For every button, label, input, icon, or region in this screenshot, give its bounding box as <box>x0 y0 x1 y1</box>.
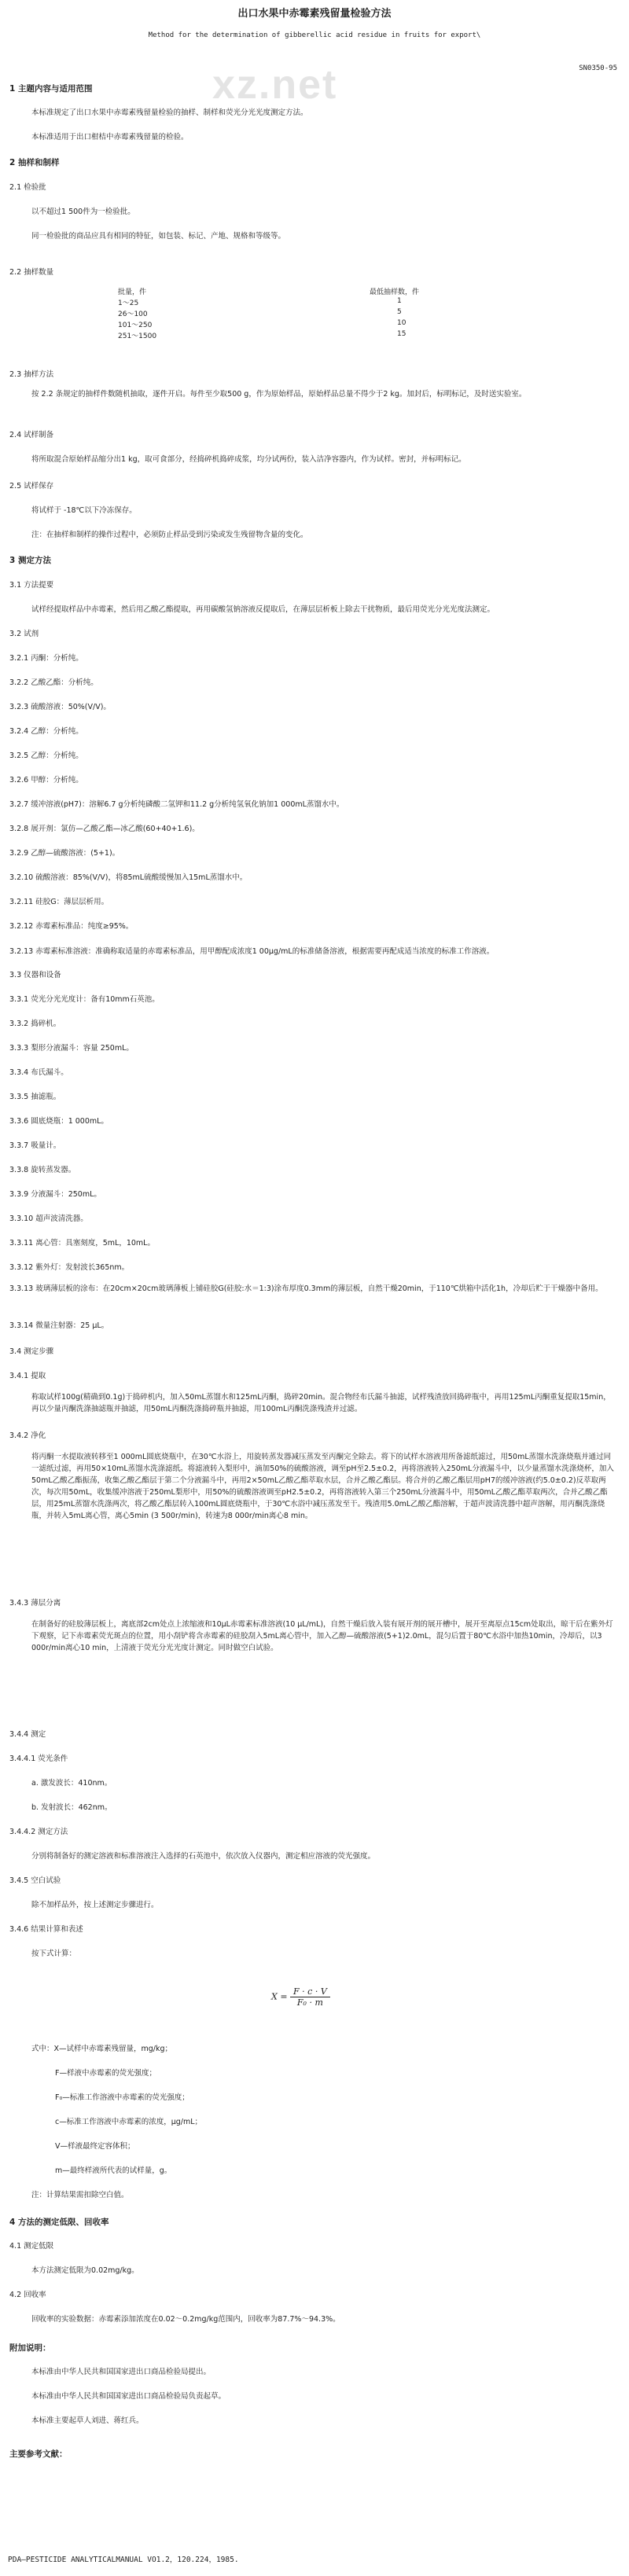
text-line: 3.2.8 展开剂：氯仿—乙酸乙酯—冰乙酸(60+40+1.6)。 <box>9 825 200 833</box>
text-line: 2.2 抽样数量 <box>9 268 54 277</box>
text-line: 本方法测定低限为0.02mg/kg。 <box>31 2266 139 2275</box>
text-line: 3.3.1 荧光分光光度计：备有10mm石英池。 <box>9 995 160 1004</box>
watermark: xz.net <box>212 62 338 108</box>
text-line: V—样液最终定容体积； <box>55 2142 135 2151</box>
text-line: 本标准适用于出口柑桔中赤霉素残留量的检验。 <box>31 133 189 141</box>
table-row <box>118 330 495 341</box>
table-row <box>118 297 495 308</box>
text-line: 3.4.4.2 测定方法 <box>9 1828 68 1836</box>
section-heading: 1 主题内容与适用范围 <box>9 84 93 94</box>
text-line: 2.1 检验批 <box>9 183 46 192</box>
text-line: 注：在抽样和制样的操作过程中，必须防止样品受到污染或发生残留物含量的变化。 <box>31 531 308 539</box>
text-line: 3.2.2 乙酸乙酯：分析纯。 <box>9 678 98 687</box>
table-cell: 10 <box>397 319 406 327</box>
text-line: 在制备好的硅胶薄层板上，离底部2cm处点上浓缩液和10μL赤霉素标准溶液(10 μL/mL)，自然干燥后放入装有展开剂的展开槽中，展开至离原点15cm处取出，晾干后在紫外灯下观察，记下赤霉素荧光斑点的位置，用小刮铲将含赤霉素的硅胶刮入5mL离心管中，加入乙醇—硫酸溶液(5+1)2.0mL，混匀后置于80℃水浴中加热10min，冷却后，以3 000r/min离心10 min，上清液于荧光分光光度计测定。同时做空白试验。 <box>31 1620 613 1652</box>
document-subtitle: Method for the determination of gibberellic acid residue in fruits for export\ <box>148 31 481 39</box>
text-line: 3.2.7 缓冲溶液(pH7)：溶解6.7 g分析纯磷酸二氢钾和11.2 g分析纯氢氧化钠加1 000mL蒸馏水中。 <box>9 800 344 809</box>
text-line: 2.4 试样制备 <box>9 431 54 439</box>
section-heading: 2 抽样和制样 <box>9 158 60 167</box>
table-cell: 5 <box>397 308 402 316</box>
text-line: F—样液中赤霉素的荧光强度； <box>55 2069 156 2078</box>
text-line: 按 2.2 条规定的抽样件数随机抽取，逐件开启。每件至少取500 g，作为原始样品，原始样品总量不得少于2 kg。加封后，标明标记，及时送实验室。 <box>31 390 527 399</box>
text-line: 3.3.12 紫外灯：发射波长365nm。 <box>9 1263 130 1272</box>
text-line: c—标准工作溶液中赤霉素的浓度，μg/mL； <box>55 2118 203 2126</box>
text-line: m—最终样液所代表的试样量，g。 <box>55 2166 172 2175</box>
table-cell: 101～250 <box>118 322 153 329</box>
formula-numerator: F · c · V <box>290 1986 330 1997</box>
text-line: 3.4.5 空白试验 <box>9 1876 61 1885</box>
text-line: 3.2.10 硫酸溶液：85%(V/V)，将85mL硫酸缓慢加入15mL蒸馏水中。 <box>9 873 248 882</box>
text-line: 同一检验批的商品应具有相同的特征，如包装、标记、产地、规格和等级等。 <box>31 232 286 241</box>
table-cell: 1～25 <box>118 299 139 307</box>
text-line: 3.4.6 结果计算和表述 <box>9 1925 83 1934</box>
text-line: 3.2.9 乙醇—硫酸溶液：(5+1)。 <box>9 849 120 858</box>
table-header-row <box>118 286 495 297</box>
text-line: 3.4.3 薄层分离 <box>9 1599 61 1608</box>
text-line: 3.2.4 乙醇：分析纯。 <box>9 727 83 736</box>
text-line: 3.3.6 圆底烧瓶：1 000mL。 <box>9 1117 109 1126</box>
table-cell: 1 <box>397 297 402 305</box>
section-heading: 附加说明： <box>9 2343 51 2353</box>
text-line: 4.2 回收率 <box>9 2291 46 2299</box>
text-line: 分别将制备好的测定溶液和标准溶液注入选择的石英池中，依次放入仪器内，测定相应溶液的荧光强度。 <box>31 1852 376 1861</box>
text-line: PDA—PESTICIDE ANALYTICALMANUAL VO1.2，120.224，1985. <box>8 2556 239 2564</box>
text-line: 式中：X—试样中赤霉素残留量，mg/kg； <box>31 2045 173 2053</box>
text-line: 按下式计算： <box>31 1949 77 1958</box>
text-line: 试样经提取样品中赤霉素，然后用乙酸乙酯提取，再用碳酸氢钠溶液反提取后，在薄层层析板上除去干扰物质，最后用荧光分光光度法测定。 <box>31 605 495 614</box>
table-cell: 26～100 <box>118 311 148 318</box>
table-cell: 15 <box>397 330 406 338</box>
text-line: 将试样于 -18℃以下冷冻保存。 <box>31 506 137 515</box>
section-heading: 4 方法的测定低限、回收率 <box>9 2218 109 2227</box>
section-heading: 3 测定方法 <box>9 556 51 565</box>
text-line: 将丙酮一水提取液转移至1 000mL圆底烧瓶中，在30℃水浴上，用旋转蒸发器减压蒸发至丙酮完全除去。将下的试样水溶液用所备滤纸滤过，用50mL蒸馏水洗涤烧瓶并通过同一滤纸过滤，再用50×10mL蒸馏水洗涤滤纸。将滤液转入梨形中，滴加50%的硫酸溶液，调至pH至2.5±0.2，再将溶液转入250mL分液漏斗中，以少量蒸馏水洗涤烧杯，加入50mL乙酸乙酯振荡，收集乙酸乙酯层于第二个分液漏斗中，再用2×50mL乙酸乙酯萃取水层，合并乙酸乙酯层。将合并的乙酸乙酯层用pH7的缓冲溶液(约5.0±0.2)反萃取两次，每次用50mL，收集缓冲溶液于250mL梨形中，用50%的硫酸溶液调至pH2.5±0.2，再将溶液转入第三个250mL分液漏斗中，用50mL乙酸乙酯萃取两次，合并乙酸乙酯层，用25mL蒸馏水洗涤两次，将乙酸乙酯层转入100mL圆底烧瓶中，于30℃水浴中减压蒸发至干。残渣用5.0mL乙酸乙酯溶解，于超声波清洗器中超声溶解，用丙酮洗涤烧瓶，并转入5mL离心管，离心5min (3 500r/min)，转速为8 000r/min离心8 min。 <box>31 1453 614 1520</box>
text-line: 3.1 方法提要 <box>9 581 54 590</box>
text-line: 3.4 测定步骤 <box>9 1347 54 1356</box>
text-line: 除不加样品外，按上述测定步骤进行。 <box>31 1901 159 1909</box>
text-line: 3.4.4 测定 <box>9 1730 46 1739</box>
text-line: 3.3.13 玻璃薄层板的涂布：在20cm×20cm玻璃薄板上铺硅胶G(硅胶:水＝1:3)涂布厚度0.3mm的薄层板，自然干燥20min，于110℃烘箱中活化1h，冷却后贮于干燥器中备用。 <box>9 1284 603 1293</box>
text-line: 注：计算结果需扣除空白值。 <box>31 2191 129 2199</box>
text-line: 3.2.1 丙酮：分析纯。 <box>9 654 83 663</box>
text-line: 本标准主要起草人刘进、蒋红兵。 <box>31 2416 144 2425</box>
text-line: 3.4.4.1 荧光条件 <box>9 1755 68 1763</box>
text-line: 2.5 试样保存 <box>9 482 54 491</box>
text-line: 3.2.12 赤霉素标准品：纯度≥95%。 <box>9 922 134 931</box>
text-line: 以不超过1 500件为一检验批。 <box>31 208 135 216</box>
formula-denominator: F₀ · m <box>296 1997 323 2008</box>
text-line: 3.2.5 乙醇：分析纯。 <box>9 751 83 760</box>
text-line: 3.2.13 赤霉素标准溶液：准确称取适量的赤霉素标准品，用甲醇配成浓度1 00μg/mL的标准储备溶液，根据需要再配成适当浓度的标准工作溶液。 <box>9 947 495 956</box>
text-line: 3.3 仪器和设备 <box>9 971 61 979</box>
text-line: 2.3 抽样方法 <box>9 370 54 379</box>
table-row <box>118 319 495 330</box>
text-line: b. 发射波长：462nm。 <box>31 1803 112 1812</box>
text-line: 本标准由中华人民共和国国家进出口商品检验局提出。 <box>31 2368 212 2376</box>
document-title: 出口水果中赤霉素残留量检验方法 <box>237 8 392 20</box>
text-line: 本标准由中华人民共和国国家进出口商品检验局负责起草。 <box>31 2392 226 2401</box>
text-line: 3.4.1 提取 <box>9 1372 46 1380</box>
formula-fraction <box>290 1986 330 2008</box>
text-line: F₀—标准工作溶液中赤霉素的荧光强度； <box>55 2093 189 2102</box>
text-line: 本标准规定了出口水果中赤霉素残留量检验的抽样、制样和荧光分光光度测定方法。 <box>31 108 308 117</box>
section-heading: 主要参考文献： <box>9 2449 68 2459</box>
text-line: 3.2.6 甲醇：分析纯。 <box>9 776 83 785</box>
text-line: 3.3.7 吸量计。 <box>9 1141 61 1150</box>
text-line: a. 激发波长：410nm。 <box>31 1779 112 1788</box>
text-line: 3.3.14 微量注射器：25 μL。 <box>9 1321 109 1330</box>
formula-lhs: X = <box>271 1991 288 2002</box>
text-line: 3.2.11 硅胶G：薄层层析用。 <box>9 898 109 906</box>
sampling-table <box>118 286 495 341</box>
text-line: 3.3.3 梨形分液漏斗：容量 250mL。 <box>9 1044 134 1053</box>
text-line: 3.3.5 抽滤瓶。 <box>9 1093 61 1101</box>
text-line: 3.2 试剂 <box>9 630 39 638</box>
text-line: 3.4.2 净化 <box>9 1431 46 1440</box>
text-line: 回收率的实验数据：赤霉素添加浓度在0.02～0.2mg/kg范围内，回收率为87.7%～94.3%。 <box>31 2315 340 2324</box>
table-header-cell: 批量，件 <box>118 288 147 296</box>
table-row <box>118 308 495 319</box>
text-line: 3.3.4 布氏漏斗。 <box>9 1068 68 1077</box>
text-line: 3.3.2 捣碎机。 <box>9 1020 61 1028</box>
text-line: 3.3.10 超声波清洗器。 <box>9 1215 88 1223</box>
table-cell: 251～1500 <box>118 333 157 340</box>
text-line: 3.3.9 分液漏斗：250mL。 <box>9 1190 101 1199</box>
calculation-formula <box>271 1986 330 2008</box>
text-line: 称取试样100g(精确到0.1g)于捣碎机内，加入50mL蒸馏水和125mL丙酮，捣碎20min。混合物经布氏漏斗抽滤，试样残渣放回捣碎瓶中，再用125mL丙酮重复提取15min，再以少量丙酮洗涤抽滤瓶并抽滤，用50mL丙酮洗涤捣碎瓶并抽滤，用100mL丙酮洗涤残渣并过滤。 <box>31 1393 611 1413</box>
standard-code: SN0350-95 <box>579 64 617 72</box>
text-line: 3.3.8 旋转蒸发器。 <box>9 1166 76 1174</box>
text-line: 3.3.11 离心管：具塞刻度，5mL，10mL。 <box>9 1239 155 1248</box>
text-line: 4.1 测定低限 <box>9 2242 54 2251</box>
text-line: 3.2.3 硫酸溶液：50%(V/V)。 <box>9 703 111 711</box>
table-header-cell: 最低抽样数，件 <box>370 288 420 296</box>
text-line: 将所取混合原始样品缩分出1 kg，取可食部分，经捣碎机捣碎成浆，均分试两份，装入洁净容器内，作为试样。密封，并标明标记。 <box>31 455 466 464</box>
